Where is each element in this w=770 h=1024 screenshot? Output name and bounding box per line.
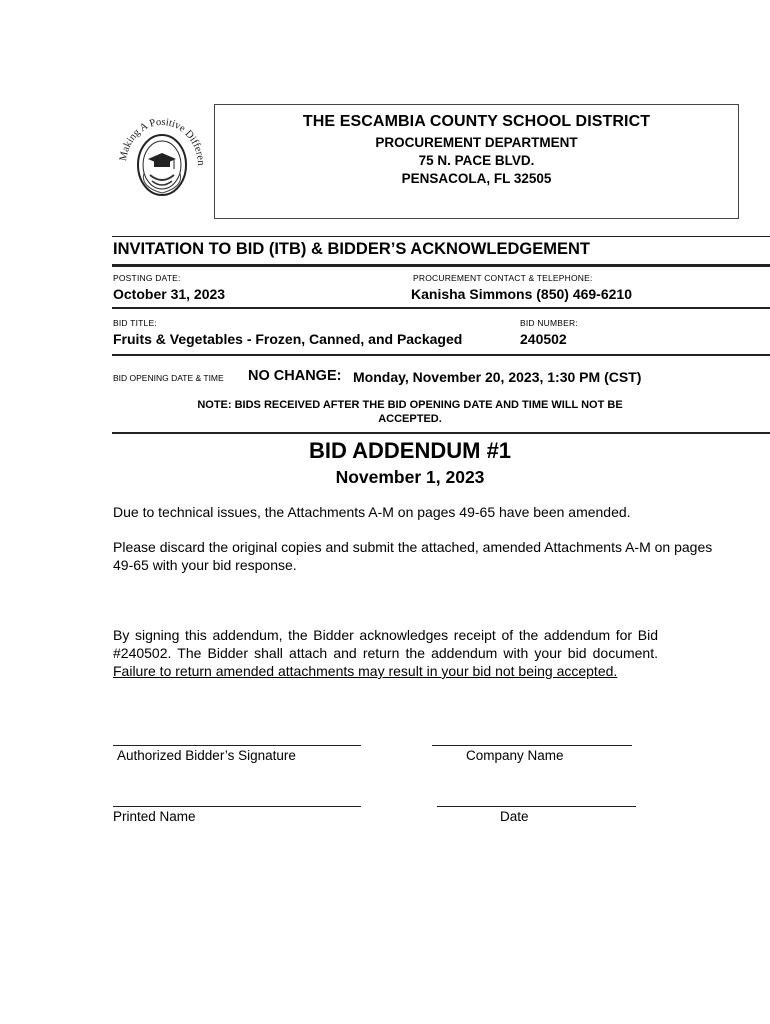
divider-note — [112, 432, 770, 434]
opening-no-change: NO CHANGE: — [248, 368, 342, 384]
company-line — [432, 745, 632, 746]
bid-number: 240502 — [520, 331, 567, 347]
acknowledgement-warning: Failure to return amended attachments may result in your bid not being accepted. — [113, 663, 618, 679]
bid-title-label: BID TITLE: — [113, 318, 157, 328]
district-name: THE ESCAMBIA COUNTY SCHOOL DISTRICT — [302, 113, 651, 130]
signature-line — [113, 745, 361, 746]
late-bid-note-line1: NOTE: BIDS RECEIVED AFTER THE BID OPENING DATE AND TIME WILL NOT BE — [197, 399, 623, 411]
posting-date-label: POSTING DATE: — [113, 273, 181, 283]
opening-date-time: Monday, November 20, 2023, 1:30 PM (CST) — [353, 369, 642, 385]
date-line — [437, 806, 636, 807]
street-address: 75 N. PACE BLVD. — [418, 153, 535, 168]
addendum-paragraph-2: Please discard the original copies and submit the attached, amended Attachments A-M on pages 49-65 with your bid response. — [113, 539, 713, 573]
signature-label: Authorized Bidder’s Signature — [117, 748, 296, 763]
posting-date: October 31, 2023 — [113, 286, 226, 302]
opening-date-label: BID OPENING DATE & TIME — [113, 373, 224, 383]
printed-name-line — [113, 806, 361, 807]
addendum-date: November 1, 2023 — [335, 467, 485, 487]
bid-number-label: BID NUMBER: — [520, 318, 578, 328]
procurement-contact: Kanisha Simmons (850) 469-6210 — [411, 286, 632, 302]
acknowledgement-text: By signing this addendum, the Bidder acknowledges receipt of the addendum for Bid #240502. The Bidder shall attach and return the addendum with your bid document. — [113, 627, 658, 661]
divider-posting — [112, 307, 770, 309]
late-bid-note — [112, 398, 708, 426]
late-bid-note-line2: ACCEPTED. — [378, 413, 442, 425]
contact-label: PROCUREMENT CONTACT & TELEPHONE: — [413, 273, 593, 283]
city-state-zip: PENSACOLA, FL 32505 — [401, 171, 552, 186]
addendum-paragraph-3 — [113, 626, 658, 680]
divider-top — [112, 236, 770, 237]
date-label: Date — [500, 809, 529, 824]
department-name: PROCUREMENT DEPARTMENT — [375, 135, 578, 150]
addendum-paragraph-1: Due to technical issues, the Attachments A-M on pages 49-65 have been amended. — [113, 504, 631, 520]
divider-bid — [112, 354, 770, 356]
seal-motto: Making A Positive Differen — [118, 116, 207, 166]
bid-title: Fruits & Vegetables - Frozen, Canned, and Packaged — [113, 331, 463, 347]
itb-title: INVITATION TO BID (ITB) & BIDDER’S ACKNOWLEDGEMENT — [113, 240, 590, 258]
district-header-box — [214, 104, 739, 219]
printed-name-label: Printed Name — [113, 809, 196, 824]
divider-title — [112, 264, 770, 267]
company-label: Company Name — [466, 748, 564, 763]
district-seal — [112, 103, 212, 213]
addendum-title: BID ADDENDUM #1 — [308, 438, 512, 463]
